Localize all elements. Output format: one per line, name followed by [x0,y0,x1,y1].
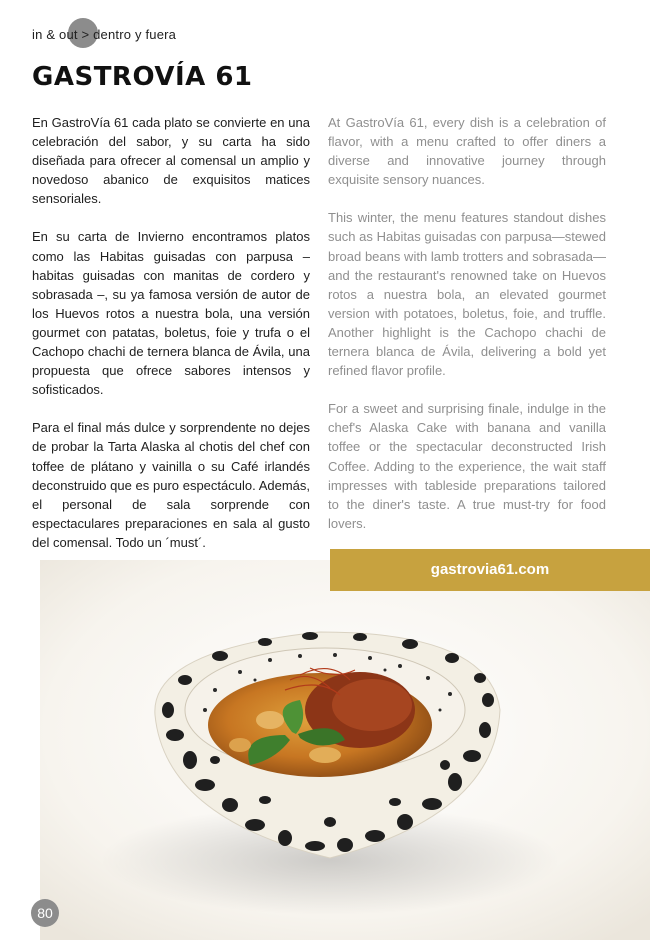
spanish-paragraph: En su carta de Invierno encontramos platos como las Habitas guisadas con parpusa – habitas guisadas con manitas de cordero y sobrasada –, su ya famosa versión de autor de los Huevos rotos a nuestra bola, una versión gourmet con patatas, boletus, foie y trufa o el Cachopo chachi de ternera blanca de Ávila, una propuesta que ofrece sabores intensos y sofisticados. [32,229,310,398]
section-tag [32,24,332,46]
english-paragraph: This winter, the menu features standout dishes such as Habitas guisadas con parpusa—stewed broad beans with lamb trotters and sobrasada—and the restaurant's renowned take on Huevos rotos a nuestra bola, an elevated gourmet version with potatoes, boletus, foie, and truffle. Another highlight is the Cachopo chachi de ternera blanca de Ávila, delivering a bold yet refined flavor profile. [328,210,606,379]
dish-photo [0,560,650,940]
spanish-paragraph: En GastroVía 61 cada plato se convierte en una celebración del sabor, y su carta ha sido diseñada para ofrecer al comensal un amplio y novedoso abanico de exquisitos matices sensoriales. [32,115,310,207]
english-column [328,113,606,552]
spanish-paragraph: Para el final más dulce y sorprendente no dejes de probar la Tarta Alaska al chotis del chef con toffee de plátano y vainilla o su Café irlandés deconstruido que es puro espectáculo. Además, el personal de sala sorprende con espectaculares preparaciones en sala al gusto del comensal. Todo un ´must´. [32,420,310,550]
spanish-column [32,113,310,571]
page-number: 80 [31,899,59,927]
english-paragraph: At GastroVía 61, every dish is a celebration of flavor, with a menu crafted to offer diners a diverse and innovative journey through exquisite sensory nuances. [328,115,606,188]
section-tag-text: in & out > dentro y fuera [32,27,177,42]
english-paragraph: For a sweet and surprising finale, indulge in the chef's Alaska Cake with banana and vanilla toffee or the spectacular deconstructed Irish Coffee. Adding to the experience, the wait staff impresses with tableside preparations tailored to the diner's taste. A true must-try for food lovers. [328,401,606,531]
website-link[interactable]: gastrovia61.com [330,549,650,591]
article-title: GASTROVÍA 61 [32,62,253,92]
